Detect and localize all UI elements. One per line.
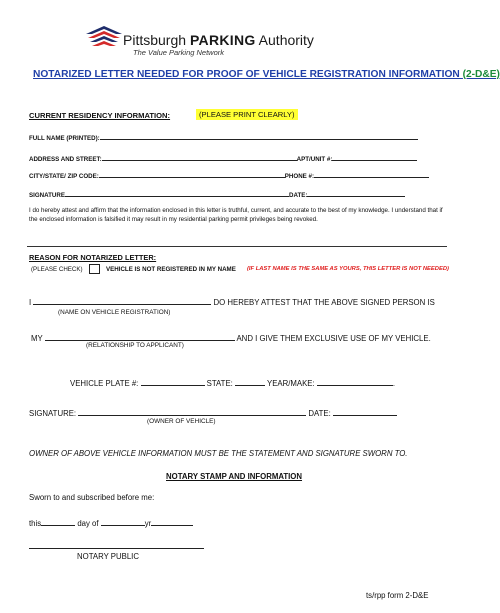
phone-label: PHONE #: [284, 173, 315, 180]
owner-signature-field[interactable] [78, 406, 306, 416]
notary-date-row [29, 516, 193, 528]
state-field[interactable] [235, 376, 265, 386]
phone-field[interactable] [314, 168, 429, 178]
tagline: The Value Parking Network [133, 48, 225, 57]
document-title [33, 69, 500, 80]
notary-heading: NOTARY STAMP AND INFORMATION [166, 472, 303, 481]
owner-statement: OWNER OF ABOVE VEHICLE INFORMATION MUST BE THE STATEMENT AND SIGNATURE SWORN TO. [29, 449, 408, 458]
owner-name-field[interactable] [33, 295, 211, 305]
full-name-field[interactable] [100, 130, 418, 140]
address-row [29, 151, 417, 163]
org-name-part2: PARKING [189, 32, 256, 48]
address-label: ADDRESS AND STREET: [29, 156, 102, 163]
yr-label: yr [144, 519, 152, 528]
ppa-logo-icon [86, 26, 122, 48]
i-label: I [29, 298, 32, 307]
notary-public-label: NOTARY PUBLIC [77, 552, 139, 561]
reason-label [29, 253, 156, 262]
attestation-paragraph: I do hereby attest and affirm that the information enclosed in this letter is truthful, current, and accurate to the best of my knowledge. I understand that if the enclosed information is falsified it may result in my residential parking permit privileges being revoked. [29, 207, 443, 224]
notary-day-field[interactable] [41, 516, 75, 526]
not-registered-checkbox[interactable] [89, 264, 100, 274]
organization-name [123, 32, 314, 48]
apt-label: APT/UNIT #: [296, 156, 333, 163]
plate-field[interactable] [141, 376, 205, 386]
full-name-label: FULL NAME (PRINTED): [29, 135, 100, 142]
signature-row [29, 187, 405, 199]
city-row [29, 168, 429, 180]
my-label: MY [31, 334, 43, 343]
give-text: AND I GIVE THEM EXCLUSIVE USE OF MY VEHICLE. [236, 334, 431, 343]
relationship-field[interactable] [45, 331, 235, 341]
owner-signature-label: SIGNATURE: [29, 409, 77, 418]
notary-signature-field[interactable] [29, 548, 204, 549]
plate-label: VEHICLE PLATE #: [70, 379, 139, 388]
year-make-label: YEAR/MAKE: [267, 379, 315, 388]
last-name-note: (IF LAST NAME IS THE SAME AS YOURS, THIS LETTER IS NOT NEEDED) [247, 266, 449, 272]
apt-field[interactable] [332, 151, 417, 161]
address-field[interactable] [102, 151, 297, 161]
org-name-part3: Authority [255, 32, 314, 48]
notary-month-field[interactable] [101, 516, 145, 526]
owner-signature-row [29, 406, 397, 418]
current-residency-label [29, 111, 170, 120]
vehicle-info-row [70, 376, 395, 388]
please-check-label: (PLEASE CHECK) [31, 266, 83, 273]
this-label: this [29, 519, 42, 528]
owner-date-label: DATE: [308, 409, 331, 418]
signature-label: SIGNATURE [29, 192, 65, 199]
current-residency-text: CURRENT RESIDENCY INFORMATION: [29, 111, 171, 120]
owner-date-field[interactable] [333, 406, 397, 416]
date-field[interactable] [307, 187, 405, 197]
signature-field[interactable] [65, 187, 289, 197]
state-label: STATE: [206, 379, 233, 388]
reason-text: REASON FOR NOTARIZED LETTER: [29, 253, 157, 262]
sworn-text: Sworn to and subscribed before me: [29, 493, 155, 502]
print-clearly-note: (PLEASE PRINT CLEARLY) [196, 109, 298, 120]
full-name-row [29, 130, 418, 142]
year-make-field[interactable] [317, 376, 396, 388]
attest-text: DO HEREBY ATTEST THAT THE ABOVE SIGNED PERSON IS [213, 298, 435, 307]
section-divider [27, 246, 447, 247]
date-label: DATE: [288, 192, 308, 199]
period: . [392, 379, 396, 388]
city-field[interactable] [99, 168, 285, 178]
city-label: CITY/STATE/ ZIP CODE: [29, 173, 99, 180]
title-code: (2-D&E) [462, 69, 500, 80]
name-on-registration-caption: (NAME ON VEHICLE REGISTRATION) [58, 309, 171, 316]
owner-of-vehicle-caption: (OWNER OF VEHICLE) [147, 418, 216, 425]
notary-year-field[interactable] [151, 516, 193, 526]
day-of-label: day of [77, 519, 99, 528]
form-code: ts/rpp form 2-D&E [366, 591, 429, 600]
owner-attest-row [29, 295, 435, 307]
org-name-part1: Pittsburgh [123, 32, 190, 48]
title-text: NOTARIZED LETTER NEEDED FOR PROOF OF VEHICLE REGISTRATION INFORMATION [33, 69, 463, 80]
not-registered-label: VEHICLE IS NOT REGISTERED IN MY NAME [106, 266, 236, 273]
relationship-caption: (RELATIONSHIP TO APPLICANT) [86, 342, 184, 349]
